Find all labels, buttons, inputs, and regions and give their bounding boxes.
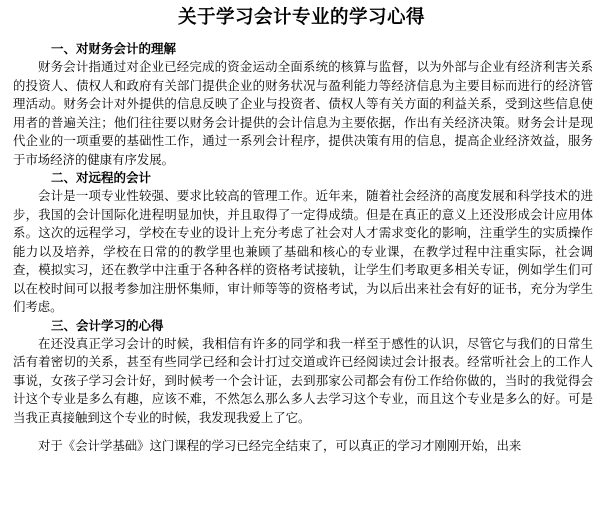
section-heading-distance-learning: 二、对远程的会计 xyxy=(51,170,152,185)
closing-paragraph: 对于《会计学基础》这门课程的学习已经完全结束了，可以真正的学习才刚刚开始，出来 xyxy=(38,438,522,453)
section-paragraph-study-notes: 在还没真正学习会计的时候，我相信有许多的同学和我一样至于感性的认识，尽管它与我们的日常生活有着密切的关系，甚至有些同学已经和会计打过交道或许已经阅读过会计报表。经常听社会上的工作人事说，女孩子学习会计好，到时候考一个会计证，去到那家公司都会有份工作给你做的，当时的我觉得会计这个专业是多么有趣，应该不难，不然怎么那么多人去学习这个专业，而且这个专业是多么的好。可是当我正真接触到这个专业的时候，我发现我爱上了它。 xyxy=(13,335,593,425)
document-body xyxy=(13,40,593,456)
section-heading-understanding: 一、对财务会计的理解 xyxy=(51,41,177,56)
document-title: 关于学习会计专业的学习心得 xyxy=(177,7,425,28)
section-heading-study-notes: 三、会计学习的心得 xyxy=(51,317,164,333)
section-paragraph-distance-learning: 会计是一项专业性较强、要求比较高的管理工作。近年来，随着社会经济的高度发展和科学技术的进步，我国的会计国际化进程明显加快，并且取得了一定得成绩。但是在真正的意义上还没形成会计应用体系。这次的远程学习，学校在专业的设计上充分考虑了社会对人才需求变化的影响，注重学生的实质操作能力以及培养，学校在日常的的教学里也兼顾了基础和核心的专业课，在教学过程中注重实际，社会调查，模拟实习，还在教学中注重于各种各样的资格考试接轨，让学生们考取更多相关专证，例如学生们可以在校时间可以报考参加注册怀集师，审计师等等的资格考试，为以后出来社会有好的证书，充分为学生们考虑。 xyxy=(13,188,593,314)
section-paragraph-understanding: 财务会计指通过对企业已经完成的资金运动全面系统的核算与监督，以为外部与企业有经济利害关系的投资人、债权人和政府有关部门提供企业的财务状况与盈利能力等经济信息为主要目标而进行的经济管理活动。财务会计对外提供的信息反映了企业与投资者、债权人等有关方面的利益关系，受到这些信息使用者的普遍关注；他们往往要以财务会计提供的会计信息为主要依据，作出有关经济决策。财务会计是现代企业的一项重要的基础性工作，通过一系列会计程序，提供决策有用的信息，提高企业经济效益，服务于市场经济的健康有序发展。 xyxy=(13,59,593,167)
